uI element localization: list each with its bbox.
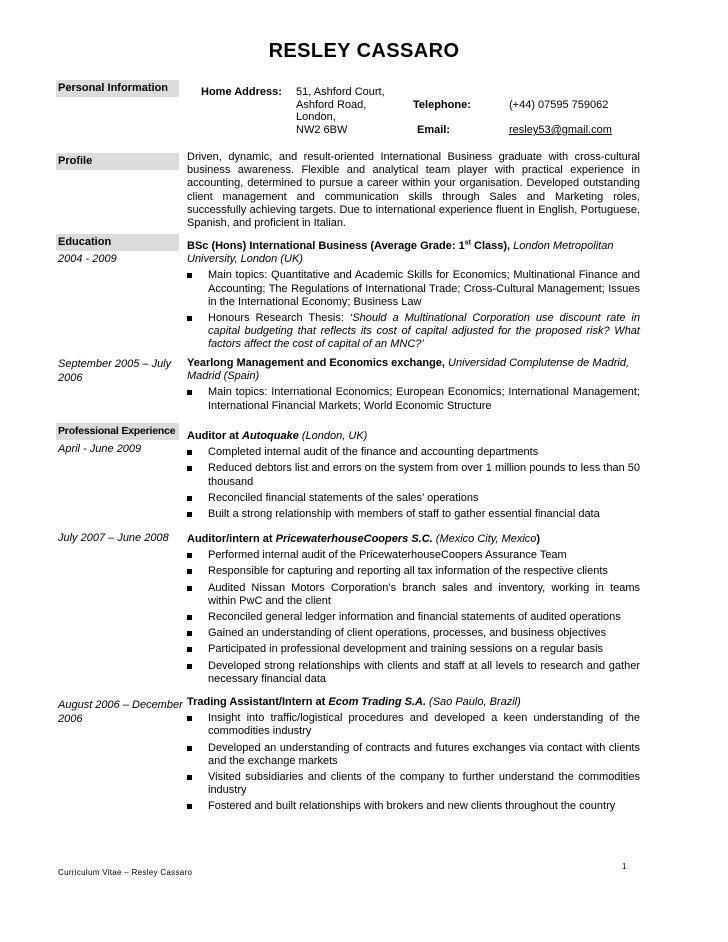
job-location: (London, UK) xyxy=(298,430,368,442)
thesis-title: ‘Should a Multinational Corporation use discount rate in capital budgeting that reflects its cost of capital adjusted for the proposed risk? What factors affect the cost of capital of an MNC?’ xyxy=(208,312,640,351)
address-line: NW2 6BW xyxy=(296,123,348,136)
bullet-text: Main topics: Quantitative and Academic Skills for Economics; Multinational Finance and Accounting; The Regulations of International Trade; Cross-Cultural Management; Issues in the International Economy; Business Law xyxy=(208,269,640,308)
job-location-close: ) xyxy=(536,533,541,545)
bullet-icon xyxy=(187,664,192,669)
bullet-icon xyxy=(187,512,192,517)
job-role: Auditor/intern at xyxy=(187,533,276,545)
bullet-item xyxy=(187,446,640,459)
bullet-text: Participated in professional development and training sessions on a regular basis xyxy=(208,643,604,656)
education-bullets xyxy=(187,386,640,412)
address-block xyxy=(296,86,385,136)
section-label-experience: Professional Experience xyxy=(56,423,179,440)
education-entry xyxy=(187,240,640,355)
company-name: Autoquake xyxy=(242,430,299,442)
education-bullets xyxy=(187,269,640,351)
bullet-item xyxy=(187,800,640,813)
experience-heading xyxy=(187,696,640,709)
bullet-text: Reduced debtors list and errors on the system from over 1 million pounds to less than 50 thousand xyxy=(208,462,640,488)
experience-entry xyxy=(187,696,640,817)
bullet-icon xyxy=(187,466,192,471)
bullet-icon xyxy=(187,390,192,395)
address-line: Ashford Road, xyxy=(296,98,367,111)
bullet-icon xyxy=(187,716,192,721)
bullet-icon xyxy=(187,775,192,780)
profile-text: Driven, dynamic, and result-oriented International Business graduate with cross-cultural business awareness. Flexible and analytical team player with practical experience in accounting, determined to pursue a career within your organisation. Developed outstanding client management and communication skills through Sales and Marketing roles, successfully achieving targets. Due to international experience fluent in English, Portuguese, Spanish, and proficient in Italian. xyxy=(187,151,640,230)
bullet-item xyxy=(187,386,640,412)
bullet-item xyxy=(187,582,640,608)
bullet-icon xyxy=(187,273,192,278)
bullet-icon xyxy=(187,586,192,591)
bullet-item xyxy=(187,492,640,505)
bullet-item xyxy=(187,565,640,578)
bullet-item xyxy=(187,312,640,352)
bullet-icon xyxy=(187,804,192,809)
address-label: Home Address: xyxy=(201,86,282,98)
company-name: Ecom Trading S.A. xyxy=(328,696,426,708)
education-date: 2004 - 2009 xyxy=(58,253,117,265)
telephone-value: (+44) 07595 759062 xyxy=(509,99,609,111)
bullet-text: Honours Research Thesis: xyxy=(208,312,350,325)
job-location: (Sao Paulo, Brazil) xyxy=(426,696,521,708)
bullet-text: Developed an understanding of contracts and futures exchanges via contact with clients and the exchange markets xyxy=(208,741,640,767)
bullet-icon xyxy=(187,569,192,574)
section-label-profile: Profile xyxy=(56,153,179,170)
education-place: London Metropolitan University, London (UK) xyxy=(187,240,614,266)
bullet-item xyxy=(187,643,640,656)
bullet-text: Reconciled general ledger information and financial statements of audited operations xyxy=(208,611,621,624)
bullet-item xyxy=(187,627,640,640)
bullet-icon xyxy=(187,450,192,455)
education-title-sup: st xyxy=(464,239,471,247)
education-heading xyxy=(187,357,640,383)
bullet-text: Completed internal audit of the finance and accounting departments xyxy=(208,446,539,459)
bullet-item xyxy=(187,712,640,738)
bullet-text: Responsible for capturing and reporting all tax information of the respective clients xyxy=(208,565,608,578)
bullet-text: Performed internal audit of the PricewaterhouseCoopers Assurance Team xyxy=(208,549,567,562)
education-entry xyxy=(187,357,640,416)
education-date: September 2005 – July 2006 xyxy=(58,358,172,384)
experience-entry xyxy=(187,533,640,689)
bullet-item xyxy=(187,549,640,562)
bullet-text: Audited Nissan Motors Corporation’s branch sales and inventory, working in teams within PwC and the client xyxy=(208,581,640,607)
bullet-icon xyxy=(187,316,192,321)
email-link[interactable]: resley53@gmail.com xyxy=(509,124,612,136)
bullet-item xyxy=(187,771,640,797)
experience-bullets xyxy=(187,549,640,686)
cv-name: RESLEY CASSARO xyxy=(268,40,460,62)
bullet-text: Fostered and built relationships with brokers and new clients throughout the country xyxy=(208,800,616,813)
bullet-item xyxy=(187,508,640,521)
job-role: Trading Assistant/Intern at xyxy=(187,696,329,708)
education-place: Universidad Complutense de Madrid, Madrid (Spain) xyxy=(187,357,630,383)
telephone-label: Telephone: xyxy=(413,99,471,111)
email-label: Email: xyxy=(417,124,451,136)
job-role: Auditor at xyxy=(187,430,242,442)
experience-date: April - June 2009 xyxy=(58,443,142,455)
bullet-item xyxy=(187,660,640,686)
job-location: (Mexico City, Mexico xyxy=(432,533,537,545)
bullet-item xyxy=(187,462,640,488)
bullet-icon xyxy=(187,631,192,636)
bullet-text: Insight into traffic/logistical procedures and developed a keen understanding of the commodities industry xyxy=(208,712,640,738)
experience-date: August 2006 – December 2006 xyxy=(58,699,183,725)
bullet-item xyxy=(187,269,640,309)
experience-bullets xyxy=(187,446,640,521)
bullet-icon xyxy=(187,496,192,501)
bullet-icon xyxy=(187,746,192,751)
address-line: 51, Ashford Court, xyxy=(296,86,385,98)
experience-date: July 2007 – June 2008 xyxy=(58,532,169,544)
bullet-item xyxy=(187,742,640,768)
education-title: Yearlong Management and Economics exchange, xyxy=(187,357,445,369)
footer-text: Curriculum Vitae – Resley Cassaro xyxy=(58,868,193,877)
bullet-text: Gained an understanding of client operations, processes, and business objectives xyxy=(208,627,607,640)
bullet-icon xyxy=(187,615,192,620)
education-title: BSc (Hons) International Business (Average Grade: 1 xyxy=(187,240,465,252)
page-number: 1 xyxy=(622,862,627,871)
experience-heading xyxy=(187,533,640,546)
experience-entry xyxy=(187,430,640,524)
education-title-post: Class), xyxy=(470,240,511,252)
bullet-item xyxy=(187,611,640,624)
bullet-text: Main topics: International Economics; European Economics; International Management; International Financial Markets; World Economic Structure xyxy=(208,386,640,412)
bullet-text: Reconciled financial statements of the sales’ operations xyxy=(208,491,479,504)
bullet-icon xyxy=(187,647,192,652)
bullet-text: Developed strong relationships with clients and staff at all levels to research and gather necessary financial data xyxy=(208,659,640,685)
experience-bullets xyxy=(187,712,640,813)
experience-heading xyxy=(187,430,640,443)
bullet-text: Built a strong relationship with members of staff to gather essential financial data xyxy=(208,508,600,521)
bullet-icon xyxy=(187,553,192,558)
section-label-education: Education xyxy=(56,234,179,251)
company-name: PricewaterhouseCoopers S.C. xyxy=(275,533,433,545)
section-label-personal: Personal Information xyxy=(56,80,179,97)
bullet-text: Visited subsidiaries and clients of the company to further understand the commodities industry xyxy=(208,771,640,797)
education-heading xyxy=(187,240,640,266)
address-line: London, xyxy=(296,111,336,123)
